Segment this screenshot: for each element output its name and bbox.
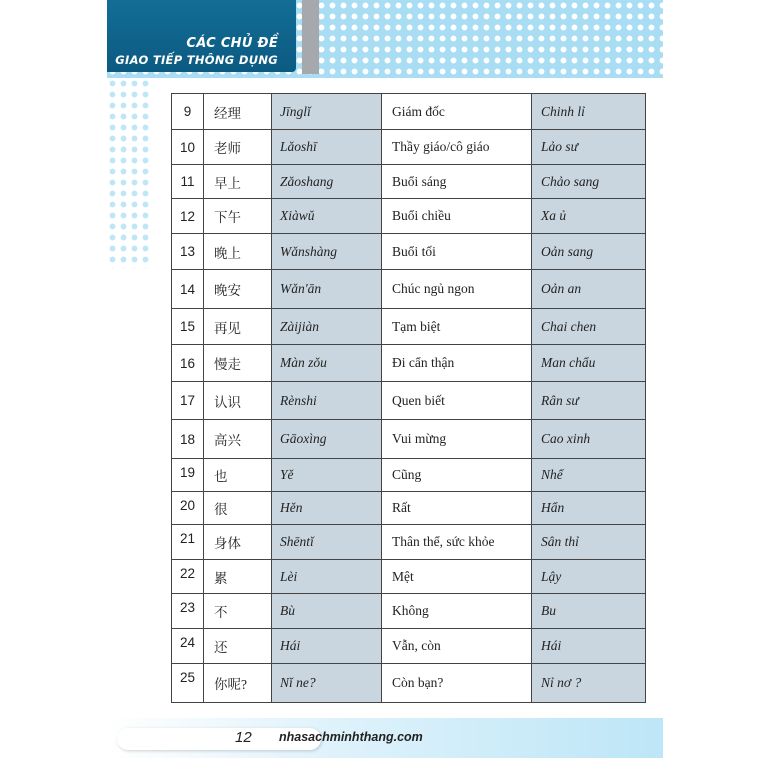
pinyin-cell: Wǎn'ān	[272, 270, 382, 309]
row-number: 16	[172, 345, 204, 382]
table-row	[172, 130, 646, 165]
reading-cell: Hái	[532, 629, 646, 664]
meaning-cell: Quen biết	[382, 382, 532, 420]
reading-cell: Chinh lỉ	[532, 94, 646, 130]
reading-cell: Nhể	[532, 459, 646, 492]
row-number: 18	[172, 420, 204, 459]
reading-cell: Sân thỉ	[532, 525, 646, 560]
table-row	[172, 629, 646, 664]
pinyin-cell: Shēntǐ	[272, 525, 382, 560]
reading-cell: Chai chen	[532, 309, 646, 345]
row-number: 11	[172, 165, 204, 199]
row-number: 23	[172, 594, 204, 629]
pinyin-cell: Nǐ ne?	[272, 664, 382, 703]
meaning-cell: Cũng	[382, 459, 532, 492]
reading-cell: Rân sư	[532, 382, 646, 420]
table-row	[172, 560, 646, 594]
hanzi-cell: 身体	[204, 525, 272, 560]
row-number: 19	[172, 459, 204, 492]
meaning-cell: Đi cẩn thận	[382, 345, 532, 382]
pinyin-cell: Hái	[272, 629, 382, 664]
hanzi-cell: 不	[204, 594, 272, 629]
row-number: 13	[172, 234, 204, 270]
hanzi-cell: 也	[204, 459, 272, 492]
meaning-cell: Mệt	[382, 560, 532, 594]
hanzi-cell: 你呢?	[204, 664, 272, 703]
pinyin-cell: Zàijiàn	[272, 309, 382, 345]
hanzi-cell: 很	[204, 492, 272, 525]
vocabulary-table-body	[172, 94, 646, 703]
table-row	[172, 420, 646, 459]
pinyin-cell: Lǎoshī	[272, 130, 382, 165]
hanzi-cell: 还	[204, 629, 272, 664]
hanzi-cell: 老师	[204, 130, 272, 165]
row-number: 10	[172, 130, 204, 165]
table-row	[172, 664, 646, 703]
row-number: 20	[172, 492, 204, 525]
vocabulary-table	[171, 93, 646, 703]
header-accent-bar	[302, 0, 319, 74]
meaning-cell: Thầy giáo/cô giáo	[382, 130, 532, 165]
meaning-cell: Thân thể, sức khỏe	[382, 525, 532, 560]
reading-cell: Cao xinh	[532, 420, 646, 459]
hanzi-cell: 再见	[204, 309, 272, 345]
table-row	[172, 165, 646, 199]
hanzi-cell: 早上	[204, 165, 272, 199]
reading-cell: Man chẩu	[532, 345, 646, 382]
table-row	[172, 594, 646, 629]
pinyin-cell: Rènshi	[272, 382, 382, 420]
table-row	[172, 199, 646, 234]
row-number: 15	[172, 309, 204, 345]
reading-cell: Oản sang	[532, 234, 646, 270]
table-row	[172, 459, 646, 492]
reading-cell: Bu	[532, 594, 646, 629]
table-row	[172, 309, 646, 345]
meaning-cell: Giám đốc	[382, 94, 532, 130]
meaning-cell: Tạm biệt	[382, 309, 532, 345]
website-label: nhasachminhthang.com	[279, 730, 423, 744]
table-row	[172, 525, 646, 560]
reading-cell: Hẩn	[532, 492, 646, 525]
meaning-cell: Còn bạn?	[382, 664, 532, 703]
table-row	[172, 94, 646, 130]
table-row	[172, 492, 646, 525]
pinyin-cell: Yě	[272, 459, 382, 492]
pinyin-cell: Xiàwǔ	[272, 199, 382, 234]
meaning-cell: Buổi sáng	[382, 165, 532, 199]
reading-cell: Xa ủ	[532, 199, 646, 234]
table-row	[172, 234, 646, 270]
meaning-cell: Chúc ngủ ngon	[382, 270, 532, 309]
reading-cell: Oản an	[532, 270, 646, 309]
meaning-cell: Buổi chiều	[382, 199, 532, 234]
pinyin-cell: Gāoxìng	[272, 420, 382, 459]
meaning-cell: Rất	[382, 492, 532, 525]
pinyin-cell: Lèi	[272, 560, 382, 594]
hanzi-cell: 下午	[204, 199, 272, 234]
meaning-cell: Không	[382, 594, 532, 629]
table-row	[172, 345, 646, 382]
hanzi-cell: 认识	[204, 382, 272, 420]
reading-cell: Lảo sư	[532, 130, 646, 165]
hanzi-cell: 累	[204, 560, 272, 594]
pinyin-cell: Bù	[272, 594, 382, 629]
table-row	[172, 382, 646, 420]
chapter-title-line-2: GIAO TIẾP THÔNG DỤNG	[115, 53, 278, 67]
reading-cell: Nỉ nơ ?	[532, 664, 646, 703]
row-number: 24	[172, 629, 204, 664]
hanzi-cell: 晚上	[204, 234, 272, 270]
pinyin-cell: Zǎoshang	[272, 165, 382, 199]
row-number: 21	[172, 525, 204, 560]
row-number: 22	[172, 560, 204, 594]
chapter-title-box	[107, 0, 296, 72]
row-number: 17	[172, 382, 204, 420]
reading-cell: Chảo sang	[532, 165, 646, 199]
pinyin-cell: Hěn	[272, 492, 382, 525]
hanzi-cell: 慢走	[204, 345, 272, 382]
page-number: 12	[235, 729, 252, 746]
row-number: 25	[172, 664, 204, 703]
hanzi-cell: 经理	[204, 94, 272, 130]
side-dot-pattern	[107, 78, 153, 268]
meaning-cell: Buổi tối	[382, 234, 532, 270]
pinyin-cell: Màn zǒu	[272, 345, 382, 382]
row-number: 12	[172, 199, 204, 234]
meaning-cell: Vẫn, còn	[382, 629, 532, 664]
meaning-cell: Vui mừng	[382, 420, 532, 459]
table-row	[172, 270, 646, 309]
hanzi-cell: 高兴	[204, 420, 272, 459]
pinyin-cell: Jīnglǐ	[272, 94, 382, 130]
hanzi-cell: 晚安	[204, 270, 272, 309]
chapter-title-line-1: CÁC CHỦ ĐỀ	[186, 36, 278, 51]
reading-cell: Lậy	[532, 560, 646, 594]
pinyin-cell: Wǎnshàng	[272, 234, 382, 270]
row-number: 14	[172, 270, 204, 309]
row-number: 9	[172, 94, 204, 130]
